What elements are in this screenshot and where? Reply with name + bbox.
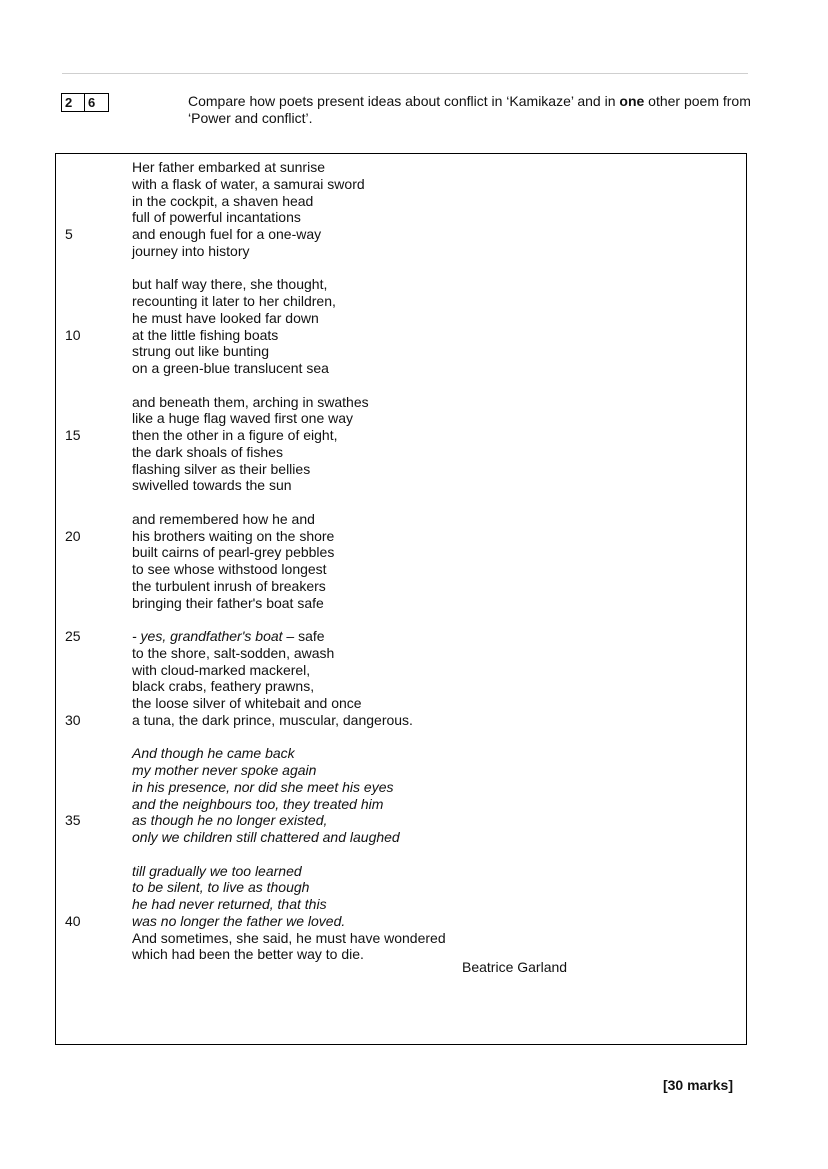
poem-line bbox=[132, 645, 334, 661]
poem-line bbox=[132, 796, 383, 812]
poem-line bbox=[132, 595, 324, 611]
question-number bbox=[61, 93, 109, 112]
poem-line-text: with cloud-marked mackerel, bbox=[132, 661, 311, 678]
poem-line bbox=[132, 695, 362, 711]
poem-line-text: strung out like bunting bbox=[132, 343, 269, 360]
poem-line-text: And sometimes, she said, he must have wondered bbox=[132, 929, 446, 946]
poem-line bbox=[132, 343, 269, 359]
poem-line-text: only we children still chattered and laughed bbox=[132, 829, 400, 845]
line-number: 30 bbox=[65, 711, 81, 728]
question-number-digit: 6 bbox=[85, 93, 109, 112]
poem-line-text: black crabs, feathery prawns, bbox=[132, 678, 315, 695]
poem-line bbox=[132, 762, 316, 778]
line-number: 35 bbox=[65, 812, 81, 829]
poem-line-text: journey into history bbox=[132, 242, 250, 259]
poem-line bbox=[132, 427, 337, 443]
poem-line bbox=[132, 544, 334, 560]
poem-line-text: my mother never spoke again bbox=[132, 762, 317, 778]
poem-line-text: to see whose withstood longest bbox=[132, 561, 327, 577]
poem-line bbox=[132, 511, 315, 527]
question-text-end: other poem from ‘Power and conflict’. bbox=[188, 93, 751, 126]
line-number: 40 bbox=[65, 912, 81, 929]
poem-line bbox=[132, 310, 319, 326]
poem-line bbox=[132, 209, 301, 225]
question-text bbox=[188, 93, 788, 126]
top-divider bbox=[62, 73, 748, 74]
poem-line-text: and remembered how he and bbox=[132, 510, 315, 527]
poem-line bbox=[132, 528, 334, 544]
poem-line bbox=[132, 276, 327, 292]
marks-label: [30 marks] bbox=[662, 1077, 733, 1093]
poem-line bbox=[132, 863, 302, 879]
poem-line-text: and enough fuel for a one-way bbox=[132, 226, 322, 242]
poem-line bbox=[132, 410, 353, 426]
poem-line bbox=[132, 628, 325, 644]
poem-line-text: Her father embarked at sunrise bbox=[132, 159, 325, 175]
line-number: 15 bbox=[65, 427, 81, 443]
poem-line-text: with a flask of water, a samurai sword bbox=[132, 175, 365, 192]
poem-line-text: the dark shoals of fishes bbox=[132, 443, 283, 460]
poem-line-text: bringing their father's boat safe bbox=[132, 594, 324, 611]
poem-line bbox=[132, 896, 327, 912]
poem-line-text: recounting it later to her children, bbox=[132, 293, 336, 309]
poem-line bbox=[132, 829, 400, 845]
poem-line bbox=[132, 243, 250, 259]
poem-line bbox=[132, 913, 345, 929]
poem-line-text: in the cockpit, a shaven head bbox=[132, 192, 314, 209]
poem-line bbox=[132, 360, 329, 376]
poem-line-text: till gradually we too learned bbox=[132, 862, 302, 879]
question-text-emphasis: one bbox=[619, 93, 645, 109]
poem-line bbox=[132, 779, 393, 795]
poem-line-text: which had been the better way to die. bbox=[132, 946, 364, 963]
poem-line-text: the loose silver of whitebait and once bbox=[132, 695, 362, 711]
poem-line bbox=[132, 662, 310, 678]
poem-line bbox=[132, 477, 292, 493]
poem-line-text: in his presence, nor did she meet his eyes bbox=[132, 778, 394, 795]
poem-line-text: like a huge flag waved first one way bbox=[132, 410, 354, 427]
poem-line-text: and the neighbours too, they treated him bbox=[132, 795, 384, 812]
poem-line bbox=[132, 159, 325, 175]
poem-line-text: to the shore, salt-sodden, awash bbox=[132, 644, 335, 661]
poem-line bbox=[132, 745, 295, 761]
question-text-start: Compare how poets present ideas about conflict in ‘Kamikaze’ and in bbox=[188, 93, 620, 109]
poem-line-text: flashing silver as their bellies bbox=[132, 460, 311, 477]
poem-line bbox=[132, 812, 327, 828]
poem-line bbox=[132, 578, 326, 594]
poem-line-text: then the other in a figure of eight, bbox=[132, 427, 338, 443]
poem-author: Beatrice Garland bbox=[462, 959, 568, 975]
poem-line bbox=[132, 293, 336, 309]
poem-line-text: at the little fishing boats bbox=[132, 326, 279, 343]
poem-line bbox=[132, 946, 364, 962]
poem-line bbox=[132, 444, 283, 460]
poem-line-tail: – safe bbox=[282, 628, 325, 644]
line-number: 25 bbox=[65, 628, 81, 644]
line-number: 20 bbox=[65, 527, 81, 544]
poem-line-text: but half way there, she thought, bbox=[132, 276, 328, 293]
poem-line-text: on a green-blue translucent sea bbox=[132, 360, 329, 376]
poem-line-text: and beneath them, arching in swathes bbox=[132, 393, 369, 410]
poem-line-text: his brothers waiting on the shore bbox=[132, 527, 335, 544]
poem-line-text: built cairns of pearl-grey pebbles bbox=[132, 544, 335, 561]
poem-line-text: swivelled towards the sun bbox=[132, 477, 292, 494]
poem-line-text: to be silent, to live as though bbox=[132, 879, 310, 896]
poem-line-text: as though he no longer existed, bbox=[132, 812, 328, 829]
poem-line-text: was no longer the father we loved. bbox=[132, 912, 346, 929]
poem-line-text: full of powerful incantations bbox=[132, 209, 301, 226]
poem-line-text: the turbulent inrush of breakers bbox=[132, 577, 326, 594]
poem-line-text: he must have looked far down bbox=[132, 309, 319, 326]
poem-line bbox=[132, 712, 413, 728]
poem-line bbox=[132, 176, 365, 192]
poem-line bbox=[132, 678, 314, 694]
poem-line-text: And though he came back bbox=[132, 745, 295, 762]
poem-line-text: a tuna, the dark prince, muscular, dangerous. bbox=[132, 711, 413, 728]
poem-line bbox=[132, 879, 309, 895]
question-number-digit: 2 bbox=[61, 93, 85, 112]
poem-line bbox=[132, 561, 327, 577]
poem-line bbox=[132, 394, 369, 410]
poem-line bbox=[132, 327, 278, 343]
poem-line-text: - yes, grandfather's boat bbox=[132, 628, 283, 644]
poem-line bbox=[132, 193, 313, 209]
poem-line bbox=[132, 930, 446, 946]
line-number: 5 bbox=[65, 226, 73, 242]
poem-line-text: he had never returned, that this bbox=[132, 896, 327, 912]
poem-line bbox=[132, 461, 310, 477]
line-number: 10 bbox=[65, 326, 81, 343]
poem-line bbox=[132, 226, 321, 242]
